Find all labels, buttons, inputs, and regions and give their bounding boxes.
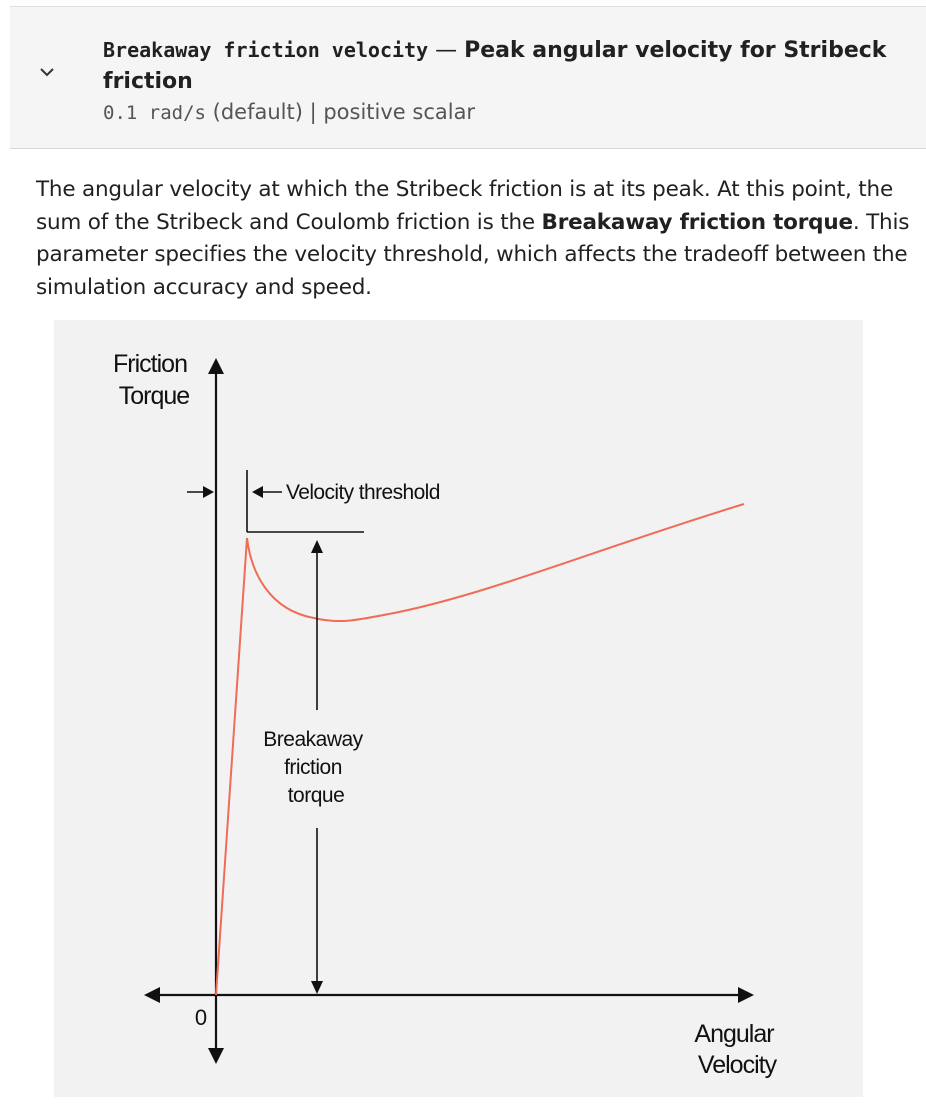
y-axis-arrow-up xyxy=(208,358,224,374)
x-axis-label-2: Velocity xyxy=(697,1051,777,1079)
threshold-arrowhead-right xyxy=(252,486,263,498)
x-axis-label-1: Angular xyxy=(694,1020,774,1048)
default-value: 0.1 rad/s xyxy=(103,102,206,124)
threshold-arrowhead-left xyxy=(203,486,214,498)
parameter-name: Breakaway friction velocity xyxy=(103,38,429,62)
origin-label: 0 xyxy=(194,1005,208,1030)
breakaway-arrowhead-down xyxy=(311,981,323,994)
default-suffix: (default) | positive scalar xyxy=(205,100,476,124)
y-axis-label-1: Friction xyxy=(113,350,187,378)
y-axis-arrow-down xyxy=(208,1048,224,1064)
breakaway-arrowhead-up xyxy=(311,540,323,553)
x-axis-arrow-right xyxy=(738,987,754,1003)
breakaway-label-2: friction xyxy=(284,756,342,779)
title-dash: — xyxy=(428,38,465,63)
chevron-down-icon[interactable] xyxy=(38,65,56,79)
breakaway-term: Breakaway friction torque xyxy=(541,209,853,235)
x-axis-arrow-left xyxy=(144,987,160,1003)
parameter-header[interactable] xyxy=(10,6,926,149)
parameter-default xyxy=(103,98,475,127)
diagram-svg xyxy=(54,320,863,1097)
stribeck-friction-diagram xyxy=(54,320,863,1097)
parameter-short-description: Peak angular velocity for Stribeck friction xyxy=(103,38,887,94)
breakaway-label-1: Breakaway xyxy=(263,728,363,751)
parameter-description: The angular velocity at which the Stribeck friction is at its peak. At this point, the sum of the Stribeck and Coulomb friction is the Breakaway friction torque. This parameter specifies the velocity threshold, which affects the tradeoff between the simulation accuracy and speed. xyxy=(36,177,910,300)
breakaway-label-3: torque xyxy=(287,784,345,807)
velocity-threshold-label: Velocity threshold xyxy=(286,481,440,504)
parameter-title xyxy=(103,35,913,97)
y-axis-label-2: Torque xyxy=(118,382,190,410)
